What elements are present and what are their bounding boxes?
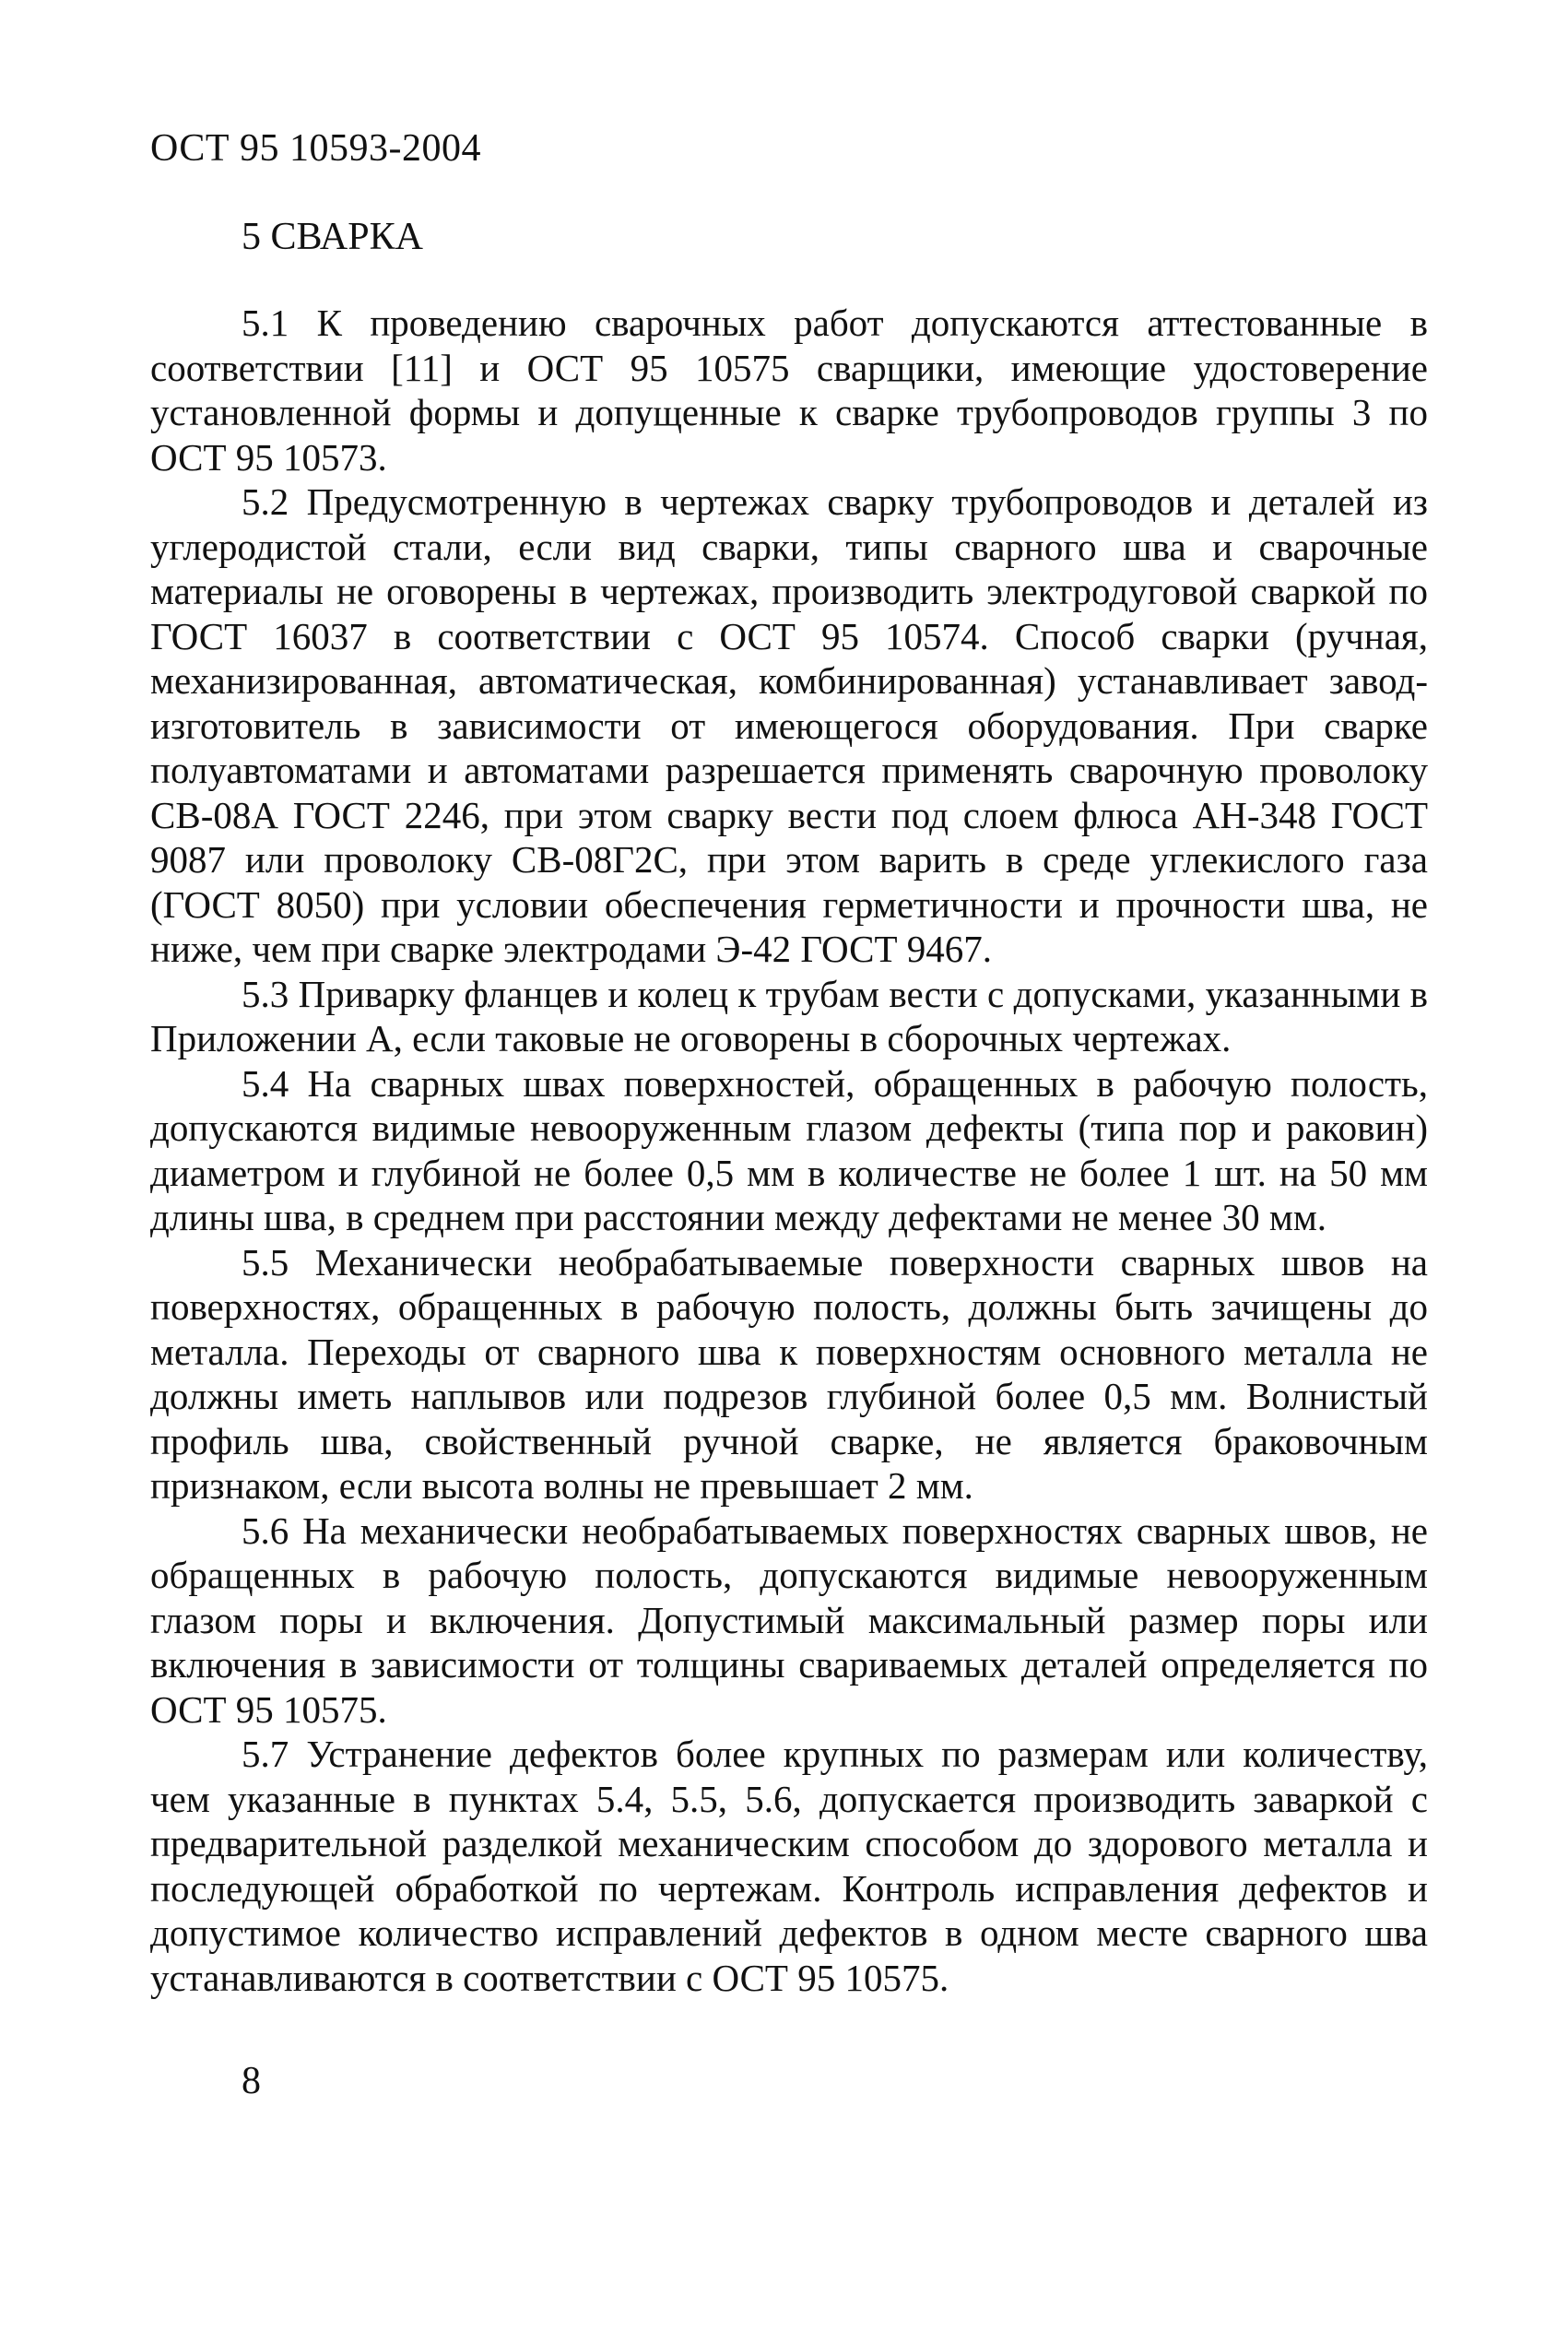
paragraph-5-4: 5.4 На сварных швах поверхностей, обращенных в рабочую полость, допускаются видимые невооруженным глазом дефекты (типа пор и раковин) диаметром и глубиной не более 0,5 мм в количестве не более 1 шт. на 50 мм длины шва, в среднем при расстоянии между дефектами не менее 30 мм. (150, 1061, 1428, 1238)
section-body (150, 301, 1428, 2000)
paragraph-5-1: 5.1 К проведению сварочных работ допускаются аттестованные в соответствии [11] и ОСТ 95 10575 сварщики, имеющие удостоверение установленной формы и допущенные к сварке трубопроводов группы 3 по ОСТ 95 10573. (150, 302, 1428, 479)
section-title: 5 СВАРКА (242, 216, 423, 258)
page-number: 8 (242, 2060, 261, 2102)
document-header: ОСТ 95 10593-2004 (150, 127, 481, 170)
paragraph-5-6: 5.6 На механически необрабатываемых поверхностях сварных швов, не обращенных в рабочую полость, допускаются видимые невооруженным глазом поры и включения. Допустимый максимальный размер поры или включения в зависимости от толщины свариваемых деталей определяется по ОСТ 95 10575. (150, 1509, 1428, 1731)
paragraph-5-7: 5.7 Устранение дефектов более крупных по размерам или количеству, чем указанные в пунктах 5.4, 5.5, 5.6, допускается производить заваркой с предварительной разделкой механическим способом до здорового металла и последующей обработкой по чертежам. Контроль исправления дефектов и допустимое количество исправлений дефектов в одном месте сварного шва устанавливаются в соответствии с ОСТ 95 10575. (150, 1733, 1428, 1999)
paragraph-5-5: 5.5 Механически необрабатываемые поверхности сварных швов на поверхностях, обращенных в рабочую полость, должны быть зачищены до металла. Переходы от сварного шва к поверхностям основного металла не должны иметь наплывов или подрезов глубиной более 0,5 мм. Волнистый профиль шва, свойственный ручной сварке, не является браковочным признаком, если высота волны не превышает 2 мм. (150, 1240, 1428, 1507)
paragraph-5-3: 5.3 Приварку фланцев и колец к трубам вести с допусками, указанными в Приложении А, если таковые не оговорены в сборочных чертежах. (150, 972, 1428, 1059)
paragraph-5-2: 5.2 Предусмотренную в чертежах сварку трубопроводов и деталей из углеродистой стали, если вид сварки, типы сварного шва и сварочные материалы не оговорены в чертежах, производить электродуговой сваркой по ГОСТ 16037 в соответствии с ОСТ 95 10574. Способ сварки (ручная, механизированная, автоматическая, комбинированная) устанавливает завод-изготовитель в зависимости от имеющегося оборудования. При сварке полуавтоматами и автоматами разрешается применять сварочную проволоку СВ-08А ГОСТ 2246, при этом сварку вести под слоем флюса АН-348 ГОСТ 9087 или проволоку СВ-08Г2С, при этом варить в среде углекислого газа (ГОСТ 8050) при условии обеспечения герметичности и прочности шва, не ниже, чем при сварке электродами Э-42 ГОСТ 9467. (150, 480, 1428, 970)
